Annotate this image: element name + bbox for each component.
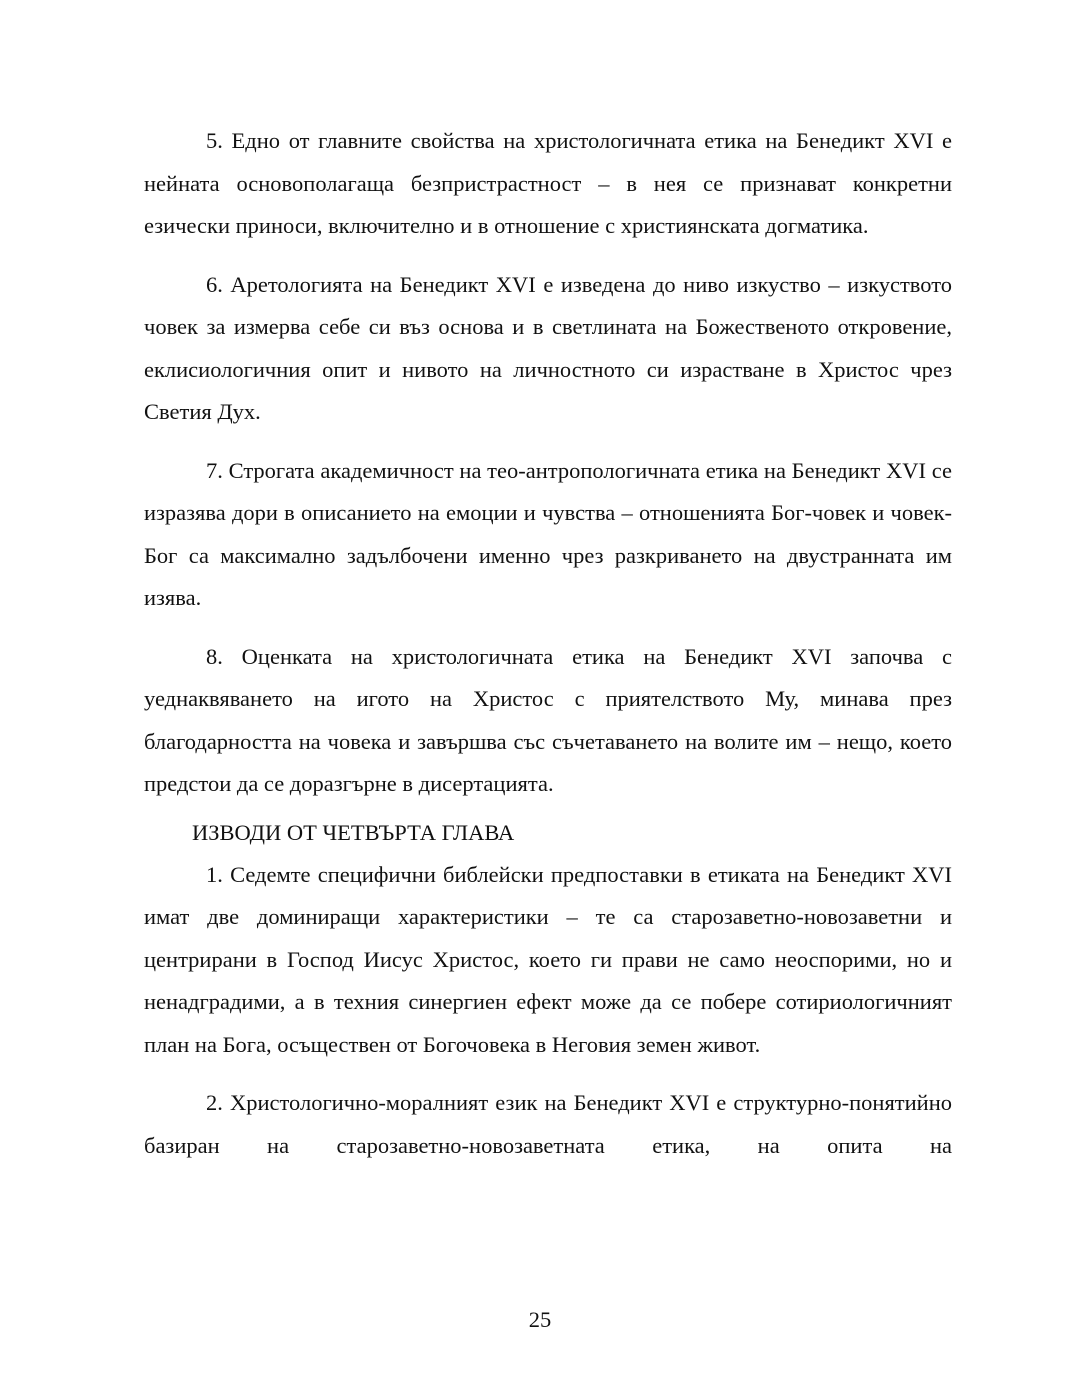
paragraph-5: 5. Едно от главните свойства на христологичната етика на Бенедикт XVI е нейната основополагаща безпристрастност – в нея се признават конкретни езически приноси, включително и в отношение с християнската догматика. — [144, 128, 952, 238]
conclusion-paragraph-1: 1. Седемте специфични библейски предпоставки в етиката на Бенедикт XVI имат две доминиращи характеристики – те са старозаветно-новозаветни и центрирани в Господ Иисус Христос, което ги прави не само неоспорими, но и ненадградими, а в техния синергиен ефект може да се побере сотириологичният план на Бога, осъществен от Богочовека в Неговия земен живот. — [144, 861, 952, 1057]
paragraph-8: 8. Оценката на христологичната етика на Бенедикт XVI започва с уеднаквяването на игото на Христос с приятелството Му, минава през благодарността на човека и завършва със съчетаването на волите им – нещо, което предстои да се доразгърне в дисертацията. — [144, 643, 952, 796]
conclusion-paragraph-2: 2. Христологично-моралният език на Бенедикт XVI е структурно-понятийно базиран на старозаветно-новозаветната етика, на опита на — [144, 1090, 952, 1158]
paragraph-7: 7. Строгата академичност на тео-антропологичната етика на Бенедикт XVI се изразява дори в описанието на емоции и чувства – отношенията Бог-човек и човек-Бог са максимално задълбочени именно чрез разкриването на двустранната им изява. — [144, 457, 952, 610]
paragraph-6: 6. Аретологията на Бенедикт XVI е изведена до ниво изкуство – изкуството човек за измерва себе си въз основа и в светлината на Божественото откровение, еклисиологичния опит и нивото на личностното си израстване в Христос чрез Светия Дух. — [144, 271, 952, 424]
page-number: 25 — [528, 1307, 552, 1332]
section-heading: ИЗВОДИ ОТ ЧЕТВЪРТА ГЛАВА — [192, 819, 515, 845]
document-page — [144, 120, 952, 1183]
